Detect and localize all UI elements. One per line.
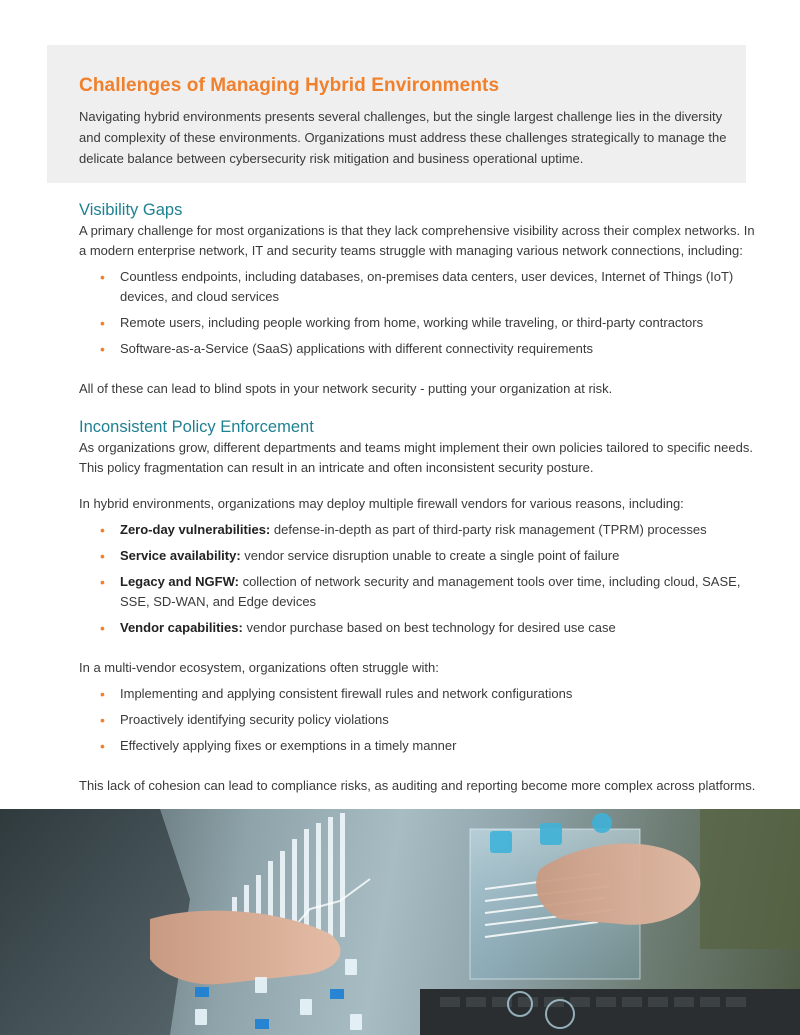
vendors-intro: In hybrid environments, organizations may deploy multiple firewall vendors for various reasons, including:: [79, 496, 684, 511]
list-item: • Implementing and applying consistent firewall rules and network configurations: [100, 686, 573, 702]
callout-title: Challenges of Managing Hybrid Environments: [79, 75, 500, 96]
struggles-intro: In a multi-vendor ecosystem, organizations often struggle with:: [79, 660, 439, 675]
struggles-list: [79, 684, 759, 756]
policy-outro: This lack of cohesion can lead to compliance risks, as auditing and reporting become more complex across platforms.: [79, 778, 756, 793]
bullet-icon: •: [100, 712, 105, 728]
bullet-icon: •: [100, 315, 105, 331]
vendor-reasons-list: [79, 520, 759, 638]
list-item: • Service availability: vendor service disruption unable to create a single point of failure: [100, 548, 620, 564]
list-item: • Proactively identifying security policy violations: [100, 712, 389, 728]
bullet-icon: •: [100, 738, 105, 754]
hero-illustration: [0, 809, 800, 1035]
laptop-keyboard: [420, 989, 800, 1035]
bullet-icon: •: [100, 620, 105, 636]
left-hand: [150, 911, 340, 985]
visibility-gaps-list: [79, 267, 759, 359]
policy-enforcement-intro: As organizations grow, different departments and teams might implement their own policies tailored to specific needs. This policy fragmentation can result in an intricate and often inconsistent security posture.: [79, 440, 753, 475]
list-item: • Countless endpoints, including databases, on-premises data centers, user devices, Internet of Things (IoT) devices, and cloud services: [100, 269, 734, 304]
bullet-icon: •: [100, 269, 105, 285]
intro-callout: [47, 45, 746, 183]
hero-photo: [0, 809, 800, 1035]
bullet-icon: •: [100, 548, 105, 564]
list-item: • Software-as-a-Service (SaaS) applications with different connectivity requirements: [100, 341, 594, 357]
list-item: • Effectively applying fixes or exemptions in a timely manner: [100, 738, 457, 754]
bullet-icon: •: [100, 574, 105, 590]
visibility-gaps-heading: Visibility Gaps: [79, 201, 183, 219]
main-content: [79, 199, 759, 796]
bullet-icon: •: [100, 341, 105, 357]
callout-text: Navigating hybrid environments presents several challenges, but the single largest challenge lies in the diversity and complexity of these environments. Organizations must address these challenges strategically to manage the delicate balance between cybersecurity risk mitigation and business operational uptime.: [79, 109, 727, 166]
visibility-gaps-outro: All of these can lead to blind spots in your network security - putting your organization at risk.: [79, 381, 613, 396]
policy-enforcement-section: [79, 416, 759, 796]
list-item: • Zero-day vulnerabilities: defense-in-depth as part of third-party risk management (TPRM) processes: [100, 522, 707, 538]
bullet-icon: •: [100, 686, 105, 702]
list-item: • Vendor capabilities: vendor purchase based on best technology for desired use case: [100, 620, 616, 636]
policy-enforcement-heading: Inconsistent Policy Enforcement: [79, 418, 314, 436]
list-item: • Remote users, including people working from home, working while traveling, or third-party contractors: [100, 315, 704, 331]
visibility-gaps-intro: A primary challenge for most organizations is that they lack comprehensive visibility across their complex networks. In a modern enterprise network, IT and security teams struggle with managing various network connections, including:: [79, 223, 755, 258]
visibility-gaps-section: [79, 199, 759, 399]
bullet-icon: •: [100, 522, 105, 538]
list-item: • Legacy and NGFW: collection of network security and management tools over time, including cloud, SASE, SSE, SD-WAN, and Edge devices: [100, 574, 741, 609]
